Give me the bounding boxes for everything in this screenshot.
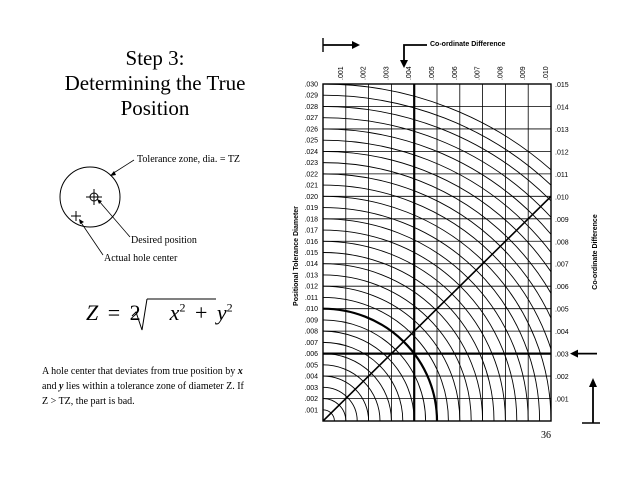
actual-hole-center-label: Actual hole center bbox=[104, 253, 178, 264]
top-tick-label: .006 bbox=[451, 66, 459, 80]
top-tick-label: .005 bbox=[429, 66, 436, 80]
top-tick-label: .003 bbox=[383, 66, 391, 80]
formula-coef: 2 bbox=[129, 300, 141, 325]
left-tick-label: .018 bbox=[304, 216, 318, 224]
left-tick-label: .021 bbox=[304, 182, 318, 190]
right-tick-label: .008 bbox=[555, 239, 569, 247]
right-tick-label: .001 bbox=[555, 396, 569, 404]
title-line-3: Position bbox=[120, 96, 190, 120]
right-tick-label: .005 bbox=[555, 306, 569, 314]
caption-line2-pre: and bbox=[42, 381, 59, 392]
top-tick-label: .010 bbox=[543, 66, 550, 80]
right-tick-label: .009 bbox=[555, 216, 569, 224]
right-bottom-arrowhead bbox=[589, 378, 597, 387]
top-tick-label: .008 bbox=[497, 66, 505, 80]
left-tick-label: .012 bbox=[304, 283, 318, 291]
right-tick-label: .012 bbox=[555, 149, 569, 157]
left-tick-label: .020 bbox=[304, 193, 318, 201]
top-example-arrow bbox=[404, 45, 427, 60]
left-tick-label: .027 bbox=[304, 115, 318, 123]
formula-x: x bbox=[169, 300, 180, 325]
formula-y-exp: 2 bbox=[226, 300, 233, 315]
left-tick-label: .022 bbox=[304, 171, 318, 179]
left-tick-label: .008 bbox=[304, 328, 318, 336]
right-tick-label: .013 bbox=[555, 126, 569, 134]
top-tick-label: .007 bbox=[474, 66, 482, 80]
left-tick-label: .026 bbox=[304, 126, 318, 134]
desired-position-label: Desired position bbox=[131, 235, 197, 246]
left-tick-label: .010 bbox=[304, 306, 318, 314]
left-tick-label: .029 bbox=[304, 92, 318, 100]
formula-equals: = bbox=[107, 300, 121, 325]
right-tick-label: .006 bbox=[555, 284, 569, 292]
tolerance-zone-label: Tolerance zone, dia. = TZ bbox=[137, 154, 241, 165]
formula-y: y bbox=[216, 300, 227, 325]
diameter-arc bbox=[4, 103, 638, 493]
left-tick-label: .030 bbox=[304, 81, 318, 89]
formula-z: Z bbox=[86, 300, 99, 325]
left-tick-label: .024 bbox=[304, 148, 318, 156]
indicator-arrows bbox=[323, 38, 600, 423]
left-tick-label: .003 bbox=[304, 384, 318, 392]
right-tick-label: .003 bbox=[555, 351, 569, 359]
right-tick-label: .002 bbox=[555, 374, 569, 382]
title-line-2: Determining the True bbox=[64, 71, 246, 95]
left-tick-label: .028 bbox=[304, 103, 318, 111]
right-tick-label: .011 bbox=[555, 171, 569, 179]
left-tick-label: .016 bbox=[304, 238, 318, 246]
right-tick-label: .010 bbox=[555, 194, 569, 202]
formula-x-exp: 2 bbox=[179, 300, 186, 315]
caption-y: y bbox=[58, 381, 64, 392]
caption-line2-post: lies within a tolerance zone of diameter Z. If bbox=[63, 381, 244, 392]
left-tick-label: .011 bbox=[304, 294, 318, 302]
top-left-arrowhead bbox=[352, 41, 360, 49]
left-tick-label: .004 bbox=[304, 373, 318, 381]
left-axis-title: Positional Tolerance Diameter bbox=[293, 206, 300, 306]
title-line-1: Step 3: bbox=[125, 46, 185, 70]
left-tick-label: .013 bbox=[304, 272, 318, 280]
left-tick-label: .007 bbox=[304, 339, 318, 347]
right-axis-title: Co-ordinate Difference bbox=[592, 214, 599, 290]
page-number: 36 bbox=[541, 430, 551, 441]
caption-line1: A hole center that deviates from true position by bbox=[42, 366, 238, 377]
right-tick-label: .004 bbox=[555, 329, 569, 337]
left-tick-label: .023 bbox=[304, 160, 318, 168]
chart-title: Co-ordinate Difference bbox=[430, 41, 506, 48]
diameter-arc bbox=[0, 92, 638, 493]
right-example-arrowhead bbox=[570, 350, 578, 358]
caption-line3: Z > TZ, the part is bad. bbox=[42, 396, 135, 407]
right-tick-label: .015 bbox=[555, 82, 569, 89]
top-tick-label: .009 bbox=[520, 66, 528, 80]
caption-x: x bbox=[237, 366, 243, 377]
left-tick-label: .014 bbox=[304, 261, 318, 269]
left-tick-label: .025 bbox=[304, 137, 318, 145]
left-tick-label: .002 bbox=[304, 396, 318, 404]
left-tick-label: .009 bbox=[304, 317, 318, 325]
left-tick-label: .006 bbox=[304, 351, 318, 359]
top-tick-label: .001 bbox=[337, 66, 345, 80]
right-tick-label: .007 bbox=[555, 261, 569, 269]
top-tick-label: .002 bbox=[360, 66, 368, 80]
top-tick-label: .004 bbox=[406, 66, 414, 80]
left-tick-label: .001 bbox=[304, 407, 318, 415]
left-tick-label: .005 bbox=[304, 362, 318, 370]
left-tick-label: .017 bbox=[304, 227, 318, 235]
left-tick-label: .015 bbox=[304, 250, 318, 257]
left-tick-label: .019 bbox=[304, 205, 318, 213]
right-tick-label: .014 bbox=[555, 104, 569, 112]
formula-plus: + bbox=[194, 300, 208, 325]
